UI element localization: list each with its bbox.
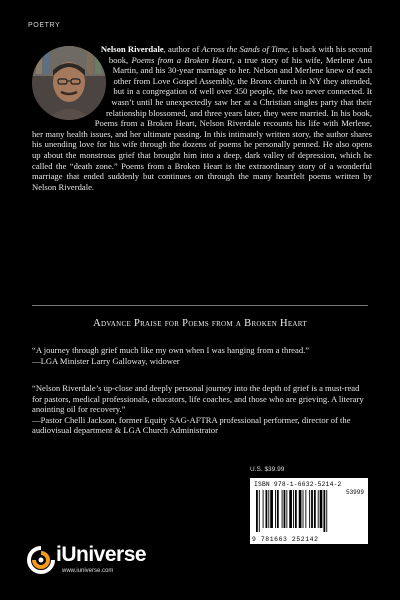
barcode-bar: [256, 490, 258, 532]
barcode-bar: [293, 490, 294, 528]
praise-quote: [32, 383, 368, 436]
price-label: U.S. $39.99: [250, 466, 285, 473]
isbn-text: ISBN 978-1-6632-5214-2: [254, 481, 342, 488]
second-book-title: Poems from a Broken Heart: [131, 54, 233, 65]
barcode-bar: [318, 490, 319, 528]
barcode-bar: [289, 490, 292, 528]
barcode-bar: [320, 490, 323, 528]
barcode-bar: [299, 490, 302, 528]
barcode-bar: [259, 490, 260, 532]
barcode-bar: [268, 490, 269, 528]
author-bio: [32, 44, 372, 192]
barcode-bar: [323, 490, 325, 532]
barcode-bars: [254, 490, 364, 534]
barcode-bar: [275, 490, 276, 528]
quote-text: “A journey through grief much like my own when I was hanging from a thread.”: [32, 345, 310, 355]
author-photo: [32, 46, 106, 120]
barcode-bar: [314, 490, 316, 528]
barcode-bar: [263, 490, 264, 528]
barcode-bar: [282, 490, 283, 528]
publisher-name: iUniverse: [56, 543, 147, 566]
barcode-bar: [284, 490, 286, 528]
barcode-bar: [309, 490, 310, 528]
barcode-bar: [326, 490, 327, 532]
genre-label: POETRY: [28, 22, 61, 29]
bio-text-part: , author of: [163, 44, 202, 54]
quote-attribution: —Pastor Chelli Jackson, former Equity SAG-AFTRA professional performer, director of the audiovisual department & LGA Church Administrator: [32, 414, 351, 436]
quote-text: “Nelson Riverdale’s up-close and deeply personal journey into the depth of grief is a must-read for pastors, medical professionals, educators, life coaches, and those who are grieving. A literary anointing oil for recovery.”: [32, 383, 364, 415]
iuniverse-swirl-icon: [26, 545, 56, 575]
quote-attribution: —LGA Minister Larry Galloway, widower: [32, 355, 180, 366]
barcode-bar: [295, 490, 297, 528]
first-book-title: Across the Sands of Time: [201, 44, 288, 54]
bio-text-part: , is back with his second book,: [108, 44, 372, 65]
praise-quote: [32, 345, 368, 366]
barcode: [250, 478, 368, 544]
section-divider: [32, 305, 368, 306]
barcode-bar: [266, 490, 268, 528]
barcode-bar: [305, 490, 306, 528]
bio-text-part: , a true story of his wife, Merlene Ann Martin, and his 30-year marriage to her. Nelson and Merlene knew of each other from Love Gospel Assembly, the Bronx church in NY they attended, but in a congregation of well over 350 people, the two never connected. It wasn’t until he unexpectedly saw her at a Christian singles party that their relationship blossomed, and three years later, they were married. In his book, Poems from a Broken Heart, Nelson Riverdale recounts his life with Merlene, her many health issues, and her ultimate passing. In this intimately written story, the author shares his unending love for his wife through the dozens of poems he personally penned. He also opens up about the monstrous grief that brought him into a deep, dark valley of depression, which he called the “death zone.” Poems from a Broken Heart is the extraordinary story of a wonderful marriage that ended suddenly but continues on through the many heartfelt poems written by Nelson Riverdale.: [32, 54, 373, 192]
barcode-digits: 9 781663 252142: [252, 536, 319, 543]
barcode-bar: [311, 490, 313, 528]
barcode-bar: [277, 490, 279, 528]
barcode-bar: [286, 490, 287, 528]
author-name: Nelson Riverdale: [100, 44, 164, 54]
praise-heading: Advance Praise for Poems from a Broken Heart: [93, 318, 307, 329]
addon-code: 53999: [345, 489, 364, 496]
publisher-url: www.iuniverse.com: [62, 568, 114, 574]
barcode-bar: [303, 490, 304, 528]
barcode-bar: [270, 490, 273, 528]
publisher-logo: [26, 543, 176, 583]
